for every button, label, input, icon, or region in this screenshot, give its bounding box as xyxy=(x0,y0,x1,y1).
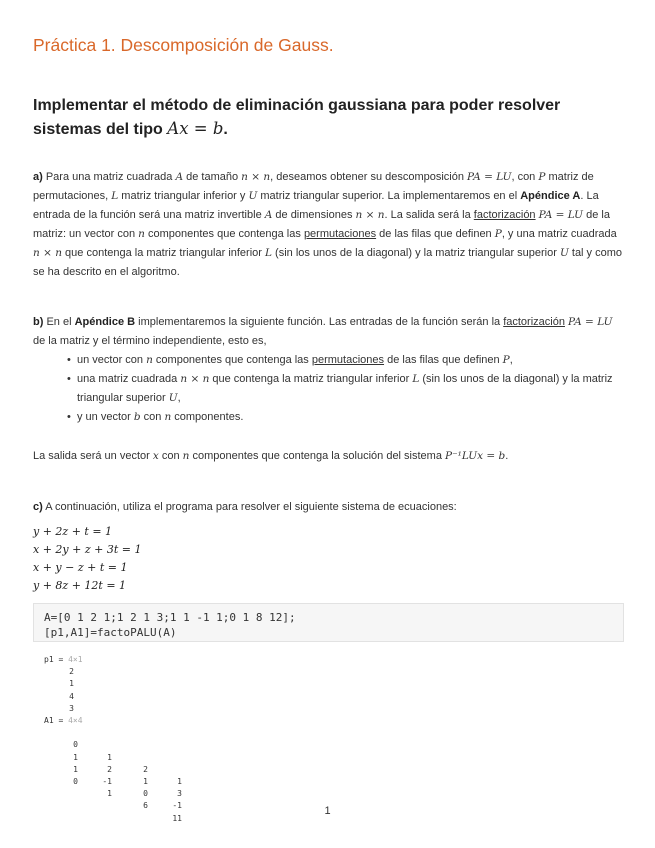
cell: 1 xyxy=(69,679,74,689)
math: L xyxy=(111,190,119,202)
text: de la matriz y el término independiente, esto es, xyxy=(33,335,267,347)
matrix-row xyxy=(44,727,182,786)
text: matriz de permutaciones, xyxy=(33,171,594,202)
cell: 1 xyxy=(177,776,182,786)
math: U xyxy=(248,190,258,202)
dimension-label: 4×4 xyxy=(68,715,83,725)
math: n xyxy=(182,450,190,462)
matrix-row xyxy=(44,739,182,799)
math: A xyxy=(175,171,184,183)
text: componentes que contenga las xyxy=(152,354,312,366)
list-item xyxy=(77,351,623,370)
text: de tamaño xyxy=(183,171,242,183)
text: de la matriz: un vector con xyxy=(33,209,610,240)
section-b-paragraph xyxy=(33,313,623,427)
matrix-row xyxy=(44,764,182,823)
text: que contenga la matriz triangular inferior xyxy=(209,373,413,385)
text: tal y como se ha descrito en el algoritmo. xyxy=(33,247,623,278)
text: A continuación, utiliza el programa para resolver el siguiente sistema de ecuaciones: xyxy=(42,501,457,513)
math: n xyxy=(138,228,145,240)
math: L xyxy=(412,373,420,385)
underlined-term: factorización xyxy=(503,316,565,328)
section-c-paragraph xyxy=(33,498,623,517)
text: de dimensiones xyxy=(272,209,356,221)
text: En el xyxy=(43,316,75,328)
cell: 1 xyxy=(73,752,78,762)
math: P xyxy=(502,354,510,366)
equation: x + y − z + t = 1 xyxy=(33,561,128,574)
math: PA = LU xyxy=(568,316,613,328)
equation-system xyxy=(33,523,141,595)
text: , xyxy=(177,392,181,404)
cell: 2 xyxy=(107,764,112,774)
text: . La entrada de la función será una matriz invertible xyxy=(33,190,599,221)
text: . La salida será la xyxy=(384,209,474,221)
text: La salida será un vector xyxy=(33,450,153,462)
math: PA = LU xyxy=(467,171,512,183)
output-row xyxy=(44,678,83,690)
text: implementaremos la siguiente función. Las entradas de la función serán la xyxy=(135,316,504,328)
text: , y una matriz cuadrada xyxy=(501,228,617,240)
text: , xyxy=(509,354,513,366)
heading-text: Implementar el método de eliminación gaussiana para poder resolver sistemas del tipo xyxy=(33,97,561,138)
cell: 0 xyxy=(73,776,78,786)
command-output xyxy=(44,654,182,823)
text: que contenga la matriz triangular inferior xyxy=(62,247,265,259)
cell: -1 xyxy=(102,776,112,786)
text: (sin los unos de la diagonal) y la matriz triangular superior xyxy=(271,247,560,259)
text: . xyxy=(505,450,509,462)
variable-label: p1 = xyxy=(44,655,69,664)
appendix-a-ref: Apéndice A xyxy=(520,190,581,202)
math: U xyxy=(168,392,178,404)
math: n × n xyxy=(355,209,385,221)
text: , con xyxy=(511,171,539,183)
list-item xyxy=(77,370,623,408)
equation: x + 2y + z + 3t = 1 xyxy=(33,543,142,556)
text: con xyxy=(140,411,165,423)
math: x xyxy=(152,450,159,462)
heading-end: . xyxy=(223,121,228,138)
cell: 3 xyxy=(177,789,182,799)
text: Para una matriz cuadrada xyxy=(42,171,176,183)
text: (sin los unos de la diagonal) y la matriz triangular superior xyxy=(77,373,613,404)
cell: 0 xyxy=(73,740,78,750)
cell: 2 xyxy=(143,764,148,774)
underlined-term: factorización xyxy=(473,209,536,221)
text: componentes que contenga las xyxy=(144,228,304,240)
text: y un vector xyxy=(77,411,134,423)
section-a-label: a) xyxy=(33,171,43,183)
text: matriz triangular inferior y xyxy=(118,190,249,202)
underlined-term: permutaciones xyxy=(303,228,377,240)
cell: 2 xyxy=(69,667,74,677)
underlined-term: permutaciones xyxy=(311,354,385,366)
math: U xyxy=(559,247,569,259)
output-row xyxy=(44,703,83,715)
math: L xyxy=(265,247,272,259)
text: , deseamos obtener su descomposición xyxy=(270,171,468,183)
code-line: [p1,A1]=factoPALU(A) xyxy=(44,626,177,639)
math: P⁻¹LUx = b xyxy=(445,450,506,462)
section-heading xyxy=(33,94,623,141)
text: matriz triangular superior. La implementaremos en el xyxy=(257,190,521,202)
output-label-row xyxy=(44,715,83,727)
math: n xyxy=(164,411,172,423)
section-a-paragraph xyxy=(33,168,623,282)
cell: 0 xyxy=(143,789,148,799)
text: componentes que contenga la solución del sistema xyxy=(189,450,446,462)
math: n × n xyxy=(180,373,210,385)
cell: 3 xyxy=(69,703,74,713)
math: PA = LU xyxy=(538,209,584,221)
variable-label: A1 = xyxy=(44,715,69,725)
equation: y + 8z + 12t = 1 xyxy=(33,579,127,592)
output-row xyxy=(44,666,83,678)
output-row xyxy=(44,691,83,703)
page-title: Práctica 1. Descomposición de Gauss. xyxy=(33,35,334,55)
math: P xyxy=(494,228,502,240)
math: b xyxy=(133,411,141,423)
cell: 1 xyxy=(107,789,112,799)
cell: 4 xyxy=(69,691,74,701)
math: n × n xyxy=(241,171,271,183)
appendix-b-ref: Apéndice B xyxy=(74,316,136,328)
code-block xyxy=(33,603,624,642)
cell: 1 xyxy=(143,776,148,786)
input-list xyxy=(33,351,623,427)
math: n × n xyxy=(33,247,62,259)
cell: 6 xyxy=(143,801,148,811)
dimension-label: 4×1 xyxy=(68,655,83,664)
text: un vector con xyxy=(77,354,147,366)
heading-math: Ax = b xyxy=(167,119,224,138)
math: P xyxy=(538,171,546,183)
cell: 1 xyxy=(73,764,78,774)
math: n xyxy=(146,354,153,366)
section-c-label: c) xyxy=(33,501,43,513)
text: con xyxy=(158,450,183,462)
list-item xyxy=(77,408,623,427)
cell: 1 xyxy=(107,752,112,762)
equation: y + 2z + t = 1 xyxy=(33,525,113,538)
text: de las filas que definen xyxy=(384,354,503,366)
cell: 11 xyxy=(172,813,182,823)
text: de las filas que definen xyxy=(376,228,495,240)
math: A xyxy=(264,209,273,221)
matrix-row xyxy=(44,752,182,811)
output-label-row xyxy=(44,654,83,666)
text: componentes. xyxy=(171,411,244,423)
cell: -1 xyxy=(172,801,182,811)
text: una matriz cuadrada xyxy=(77,373,181,385)
section-b-label: b) xyxy=(33,316,44,328)
code-line: A=[0 1 2 1;1 2 1 3;1 1 -1 1;0 1 8 12]; xyxy=(44,611,296,624)
output-description xyxy=(33,447,623,466)
page-number: 1 xyxy=(324,805,331,817)
